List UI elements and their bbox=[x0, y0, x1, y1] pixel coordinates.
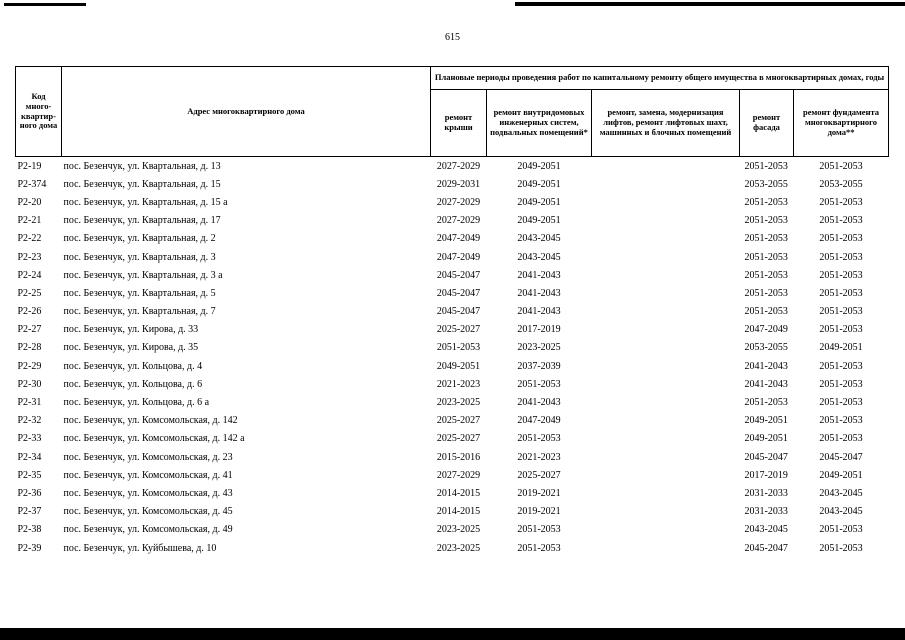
cell-facade: 2049-2051 bbox=[744, 415, 788, 427]
cell-address: пос. Безенчук, ул. Квартальная, д. 17 bbox=[63, 215, 221, 227]
cell-elevators bbox=[592, 466, 740, 484]
cell-foundation: 2051-2053 bbox=[819, 360, 863, 372]
cell-address: пос. Безенчук, ул. Квартальная, д. 2 bbox=[63, 233, 216, 245]
cell-facade: 2031-2033 bbox=[744, 506, 788, 518]
cell-foundation: 2051-2053 bbox=[819, 542, 863, 554]
cell-elevators bbox=[592, 175, 740, 193]
cell-elevators bbox=[592, 339, 740, 357]
cell-facade: 2047-2049 bbox=[744, 324, 788, 336]
cell-facade: 2041-2043 bbox=[744, 360, 788, 372]
cell-engineering: 2049-2051 bbox=[517, 178, 561, 190]
cell-address: пос. Безенчук, ул. Кольцова, д. 6 а bbox=[63, 397, 210, 409]
table-row bbox=[16, 339, 889, 357]
cell-foundation: 2051-2053 bbox=[819, 415, 863, 427]
table-row bbox=[16, 303, 889, 321]
cell-roof: 2047-2049 bbox=[436, 233, 481, 245]
cell-roof: 2027-2029 bbox=[436, 469, 481, 481]
cell-address: пос. Безенчук, ул. Комсомольская, д. 142 bbox=[63, 415, 238, 427]
cell-elevators bbox=[592, 303, 740, 321]
cell-code: P2-29 bbox=[17, 360, 42, 372]
cell-foundation: 2051-2053 bbox=[819, 269, 863, 281]
cell-engineering: 2017-2019 bbox=[517, 324, 561, 336]
cell-code: P2-37 bbox=[17, 506, 42, 518]
cell-engineering: 2051-2053 bbox=[517, 524, 561, 536]
cell-facade: 2051-2053 bbox=[744, 287, 788, 299]
cell-engineering: 2019-2021 bbox=[517, 506, 561, 518]
table-row bbox=[16, 284, 889, 302]
cell-code: P2-19 bbox=[17, 160, 42, 172]
cell-code: P2-28 bbox=[17, 342, 42, 354]
cell-code: P2-27 bbox=[17, 324, 42, 336]
cell-code: P2-39 bbox=[17, 542, 42, 554]
cell-facade: 2051-2053 bbox=[744, 233, 788, 245]
cell-facade: 2031-2033 bbox=[744, 487, 788, 499]
cell-address: пос. Безенчук, ул. Квартальная, д. 15 bbox=[63, 178, 221, 190]
cell-code: P2-35 bbox=[17, 469, 42, 481]
cell-facade: 2041-2043 bbox=[744, 378, 788, 390]
cell-engineering: 2049-2051 bbox=[517, 160, 561, 172]
cell-code: P2-20 bbox=[17, 196, 42, 208]
cell-roof: 2015-2016 bbox=[436, 451, 481, 463]
table-row bbox=[16, 466, 889, 484]
cell-facade: 2051-2053 bbox=[744, 269, 788, 281]
header-periods-group: Плановые периоды проведения работ по капитальному ремонту общего имущества в многоквартирных домах, годы bbox=[431, 67, 889, 90]
cell-roof: 2023-2025 bbox=[436, 542, 481, 554]
cell-code: P2-36 bbox=[17, 487, 42, 499]
cell-address: пос. Безенчук, ул. Куйбышева, д. 10 bbox=[63, 542, 217, 554]
cell-roof: 2047-2049 bbox=[436, 251, 481, 263]
cell-facade: 2051-2053 bbox=[744, 306, 788, 318]
cell-code: P2-24 bbox=[17, 269, 42, 281]
cell-address: пос. Безенчук, ул. Квартальная, д. 7 bbox=[63, 306, 216, 318]
cell-engineering: 2023-2025 bbox=[517, 342, 561, 354]
cell-address: пос. Безенчук, ул. Кольцова, д. 6 bbox=[63, 378, 203, 390]
cell-roof: 2023-2025 bbox=[436, 397, 481, 409]
cell-facade: 2017-2019 bbox=[744, 469, 788, 481]
cell-roof: 2023-2025 bbox=[436, 524, 481, 536]
cell-roof: 2025-2027 bbox=[436, 433, 481, 445]
cell-roof: 2029-2031 bbox=[436, 178, 481, 190]
cell-roof: 2025-2027 bbox=[436, 324, 481, 336]
cell-address: пос. Безенчук, ул. Квартальная, д. 15 а bbox=[63, 196, 228, 208]
cell-roof: 2027-2029 bbox=[436, 196, 481, 208]
cell-elevators bbox=[592, 193, 740, 211]
cell-code: P2-25 bbox=[17, 287, 42, 299]
cell-elevators bbox=[592, 412, 740, 430]
bottom-border-bar bbox=[0, 628, 905, 640]
cell-address: пос. Безенчук, ул. Квартальная, д. 5 bbox=[63, 287, 216, 299]
cell-elevators bbox=[592, 212, 740, 230]
cell-facade: 2043-2045 bbox=[744, 524, 788, 536]
cell-address: пос. Безенчук, ул. Кирова, д. 35 bbox=[63, 342, 199, 354]
cell-address: пос. Безенчук, ул. Квартальная, д. 3 а bbox=[63, 269, 223, 281]
cell-foundation: 2043-2045 bbox=[819, 506, 863, 518]
cell-facade: 2051-2053 bbox=[744, 397, 788, 409]
cell-facade: 2053-2055 bbox=[744, 178, 788, 190]
cell-elevators bbox=[592, 375, 740, 393]
cell-code: P2-34 bbox=[17, 451, 42, 463]
cell-elevators bbox=[592, 539, 740, 557]
top-border-line bbox=[4, 3, 86, 6]
cell-roof: 2025-2027 bbox=[436, 415, 481, 427]
cell-code: P2-32 bbox=[17, 415, 42, 427]
cell-elevators bbox=[592, 284, 740, 302]
cell-address: пос. Безенчук, ул. Квартальная, д. 13 bbox=[63, 160, 221, 172]
cell-engineering: 2041-2043 bbox=[517, 269, 561, 281]
cell-foundation: 2049-2051 bbox=[819, 342, 863, 354]
cell-foundation: 2051-2053 bbox=[819, 433, 863, 445]
table-row bbox=[16, 393, 889, 411]
table-row bbox=[16, 448, 889, 466]
table-row bbox=[16, 521, 889, 539]
cell-facade: 2049-2051 bbox=[744, 433, 788, 445]
cell-engineering: 2047-2049 bbox=[517, 415, 561, 427]
cell-roof: 2027-2029 bbox=[436, 160, 481, 172]
cell-engineering: 2019-2021 bbox=[517, 487, 561, 499]
table-body bbox=[16, 157, 889, 558]
cell-address: пос. Безенчук, ул. Кольцова, д. 4 bbox=[63, 360, 203, 372]
cell-roof: 2049-2051 bbox=[436, 360, 481, 372]
table-row bbox=[16, 193, 889, 211]
cell-roof: 2014-2015 bbox=[436, 487, 481, 499]
cell-engineering: 2051-2053 bbox=[517, 378, 561, 390]
cell-address: пос. Безенчук, ул. Комсомольская, д. 41 bbox=[63, 469, 233, 481]
table-row bbox=[16, 157, 889, 176]
cell-code: P2-33 bbox=[17, 433, 42, 445]
cell-code: P2-31 bbox=[17, 397, 42, 409]
header-engineering: ремонт внутридомовых инженерных систем, подвальных помещений* bbox=[487, 90, 592, 157]
cell-elevators bbox=[592, 230, 740, 248]
header-facade: ремонт фасада bbox=[740, 90, 794, 157]
cell-engineering: 2041-2043 bbox=[517, 397, 561, 409]
header-foundation: ремонт фундамента многоквартирного дома** bbox=[794, 90, 889, 157]
table-row bbox=[16, 539, 889, 557]
cell-foundation: 2051-2053 bbox=[819, 196, 863, 208]
cell-foundation: 2051-2053 bbox=[819, 524, 863, 536]
cell-facade: 2051-2053 bbox=[744, 160, 788, 172]
table-row bbox=[16, 375, 889, 393]
cell-elevators bbox=[592, 321, 740, 339]
cell-engineering: 2043-2045 bbox=[517, 233, 561, 245]
cell-elevators bbox=[592, 503, 740, 521]
cell-foundation: 2051-2053 bbox=[819, 233, 863, 245]
cell-engineering: 2041-2043 bbox=[517, 287, 561, 299]
cell-engineering: 2049-2051 bbox=[517, 196, 561, 208]
cell-roof: 2014-2015 bbox=[436, 506, 481, 518]
cell-roof: 2021-2023 bbox=[436, 378, 481, 390]
cell-code: P2-23 bbox=[17, 251, 42, 263]
cell-engineering: 2037-2039 bbox=[517, 360, 561, 372]
cell-elevators bbox=[592, 393, 740, 411]
page-number: 615 bbox=[445, 32, 460, 43]
table-row bbox=[16, 412, 889, 430]
cell-foundation: 2051-2053 bbox=[819, 378, 863, 390]
cell-address: пос. Безенчук, ул. Кирова, д. 33 bbox=[63, 324, 199, 336]
cell-address: пос. Безенчук, ул. Комсомольская, д. 45 bbox=[63, 506, 233, 518]
cell-engineering: 2051-2053 bbox=[517, 433, 561, 445]
cell-roof: 2051-2053 bbox=[436, 342, 481, 354]
cell-foundation: 2051-2053 bbox=[819, 251, 863, 263]
header-address: Адрес многоквартирного дома bbox=[62, 67, 431, 157]
header-roof: ремонт крыши bbox=[431, 90, 487, 157]
cell-elevators bbox=[592, 266, 740, 284]
header-code: Код много-квартир-ного дома bbox=[16, 67, 62, 157]
cell-code: P2-38 bbox=[17, 524, 42, 536]
table-row bbox=[16, 503, 889, 521]
cell-foundation: 2051-2053 bbox=[819, 306, 863, 318]
table-row bbox=[16, 484, 889, 502]
top-border-line bbox=[515, 2, 905, 6]
cell-facade: 2045-2047 bbox=[744, 542, 788, 554]
header-elevators: ремонт, замена, модернизация лифтов, ремонт лифтовых шахт, машинных и блочных помещений bbox=[592, 90, 740, 157]
cell-foundation: 2051-2053 bbox=[819, 397, 863, 409]
cell-foundation: 2051-2053 bbox=[819, 160, 863, 172]
cell-code: P2-21 bbox=[17, 215, 42, 227]
capital-repair-schedule-table bbox=[15, 66, 889, 557]
cell-address: пос. Безенчук, ул. Комсомольская, д. 23 bbox=[63, 451, 233, 463]
cell-facade: 2053-2055 bbox=[744, 342, 788, 354]
cell-address: пос. Безенчук, ул. Квартальная, д. 3 bbox=[63, 251, 216, 263]
cell-foundation: 2049-2051 bbox=[819, 469, 863, 481]
cell-roof: 2045-2047 bbox=[436, 287, 481, 299]
table-row bbox=[16, 230, 889, 248]
cell-code: P2-30 bbox=[17, 378, 42, 390]
cell-facade: 2051-2053 bbox=[744, 215, 788, 227]
cell-elevators bbox=[592, 521, 740, 539]
cell-code: P2-22 bbox=[17, 233, 42, 245]
cell-facade: 2051-2053 bbox=[744, 251, 788, 263]
table-row bbox=[16, 248, 889, 266]
table-row bbox=[16, 266, 889, 284]
cell-roof: 2045-2047 bbox=[436, 269, 481, 281]
cell-facade: 2051-2053 bbox=[744, 196, 788, 208]
cell-code: P2-374 bbox=[17, 178, 47, 190]
table-row bbox=[16, 357, 889, 375]
cell-engineering: 2041-2043 bbox=[517, 306, 561, 318]
cell-address: пос. Безенчук, ул. Комсомольская, д. 142 а bbox=[63, 433, 245, 445]
cell-engineering: 2025-2027 bbox=[517, 469, 561, 481]
table-row bbox=[16, 212, 889, 230]
cell-foundation: 2045-2047 bbox=[819, 451, 863, 463]
cell-foundation: 2053-2055 bbox=[819, 178, 863, 190]
cell-engineering: 2021-2023 bbox=[517, 451, 561, 463]
cell-engineering: 2043-2045 bbox=[517, 251, 561, 263]
cell-foundation: 2051-2053 bbox=[819, 324, 863, 336]
cell-roof: 2027-2029 bbox=[436, 215, 481, 227]
cell-foundation: 2043-2045 bbox=[819, 487, 863, 499]
cell-roof: 2045-2047 bbox=[436, 306, 481, 318]
table-row bbox=[16, 321, 889, 339]
cell-engineering: 2051-2053 bbox=[517, 542, 561, 554]
cell-elevators bbox=[592, 248, 740, 266]
cell-elevators bbox=[592, 484, 740, 502]
cell-code: P2-26 bbox=[17, 306, 42, 318]
table-row bbox=[16, 430, 889, 448]
cell-elevators bbox=[592, 157, 740, 176]
cell-foundation: 2051-2053 bbox=[819, 287, 863, 299]
table-row bbox=[16, 175, 889, 193]
cell-address: пос. Безенчук, ул. Комсомольская, д. 49 bbox=[63, 524, 233, 536]
cell-facade: 2045-2047 bbox=[744, 451, 788, 463]
cell-elevators bbox=[592, 357, 740, 375]
cell-engineering: 2049-2051 bbox=[517, 215, 561, 227]
cell-address: пос. Безенчук, ул. Комсомольская, д. 43 bbox=[63, 487, 233, 499]
cell-elevators bbox=[592, 448, 740, 466]
cell-foundation: 2051-2053 bbox=[819, 215, 863, 227]
cell-elevators bbox=[592, 430, 740, 448]
